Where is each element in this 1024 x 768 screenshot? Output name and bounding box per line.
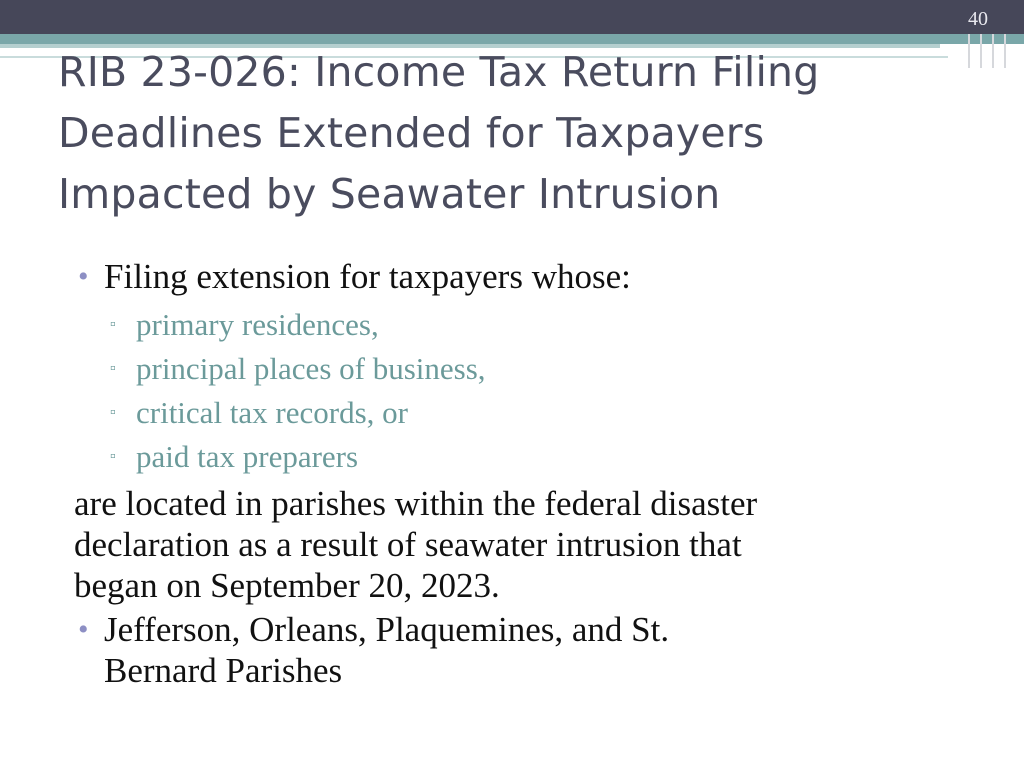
sub-list-item	[74, 391, 974, 435]
page-number: 40	[968, 8, 988, 30]
bullet-icon: •	[78, 260, 89, 293]
sub-list	[74, 303, 974, 479]
header-divider	[968, 34, 970, 68]
sub-item-text: principal places of business,	[136, 351, 486, 386]
sub-bullet-icon: ▫	[110, 316, 116, 333]
slide-title	[58, 42, 938, 225]
title-line: Deadlines Extended for Taxpayers	[58, 109, 765, 157]
slide-body	[74, 257, 974, 691]
header-divider	[980, 34, 982, 68]
bullet-text: Filing extension for taxpayers whose:	[104, 257, 631, 296]
bullet-item	[74, 609, 974, 691]
sub-bullet-icon: ▫	[110, 360, 116, 377]
header-bar	[0, 0, 1024, 34]
header-divider	[1004, 34, 1006, 68]
paragraph-line: declaration as a result of seawater intrusion that	[74, 525, 742, 564]
sub-list-item	[74, 347, 974, 391]
paragraph-line: began on September 20, 2023.	[74, 566, 500, 605]
bullet-icon: •	[78, 613, 89, 646]
sub-item-text: paid tax preparers	[136, 439, 359, 474]
sub-bullet-icon: ▫	[110, 404, 116, 421]
sub-list-item	[74, 303, 974, 347]
sub-list-item	[74, 435, 974, 479]
paragraph-line: are located in parishes within the federal disaster	[74, 484, 758, 523]
bullet-text-line: Bernard Parishes	[104, 651, 343, 690]
title-line: Impacted by Seawater Intrusion	[58, 170, 721, 218]
bullet-item	[74, 257, 974, 297]
sub-bullet-icon: ▫	[110, 448, 116, 465]
title-line: RIB 23-026: Income Tax Return Filing	[58, 48, 820, 96]
sub-item-text: primary residences,	[136, 307, 379, 342]
sub-item-text: critical tax records, or	[136, 395, 408, 430]
body-paragraph	[74, 483, 974, 606]
header-divider	[992, 34, 994, 68]
bullet-text-line: Jefferson, Orleans, Plaquemines, and St.	[104, 610, 670, 649]
